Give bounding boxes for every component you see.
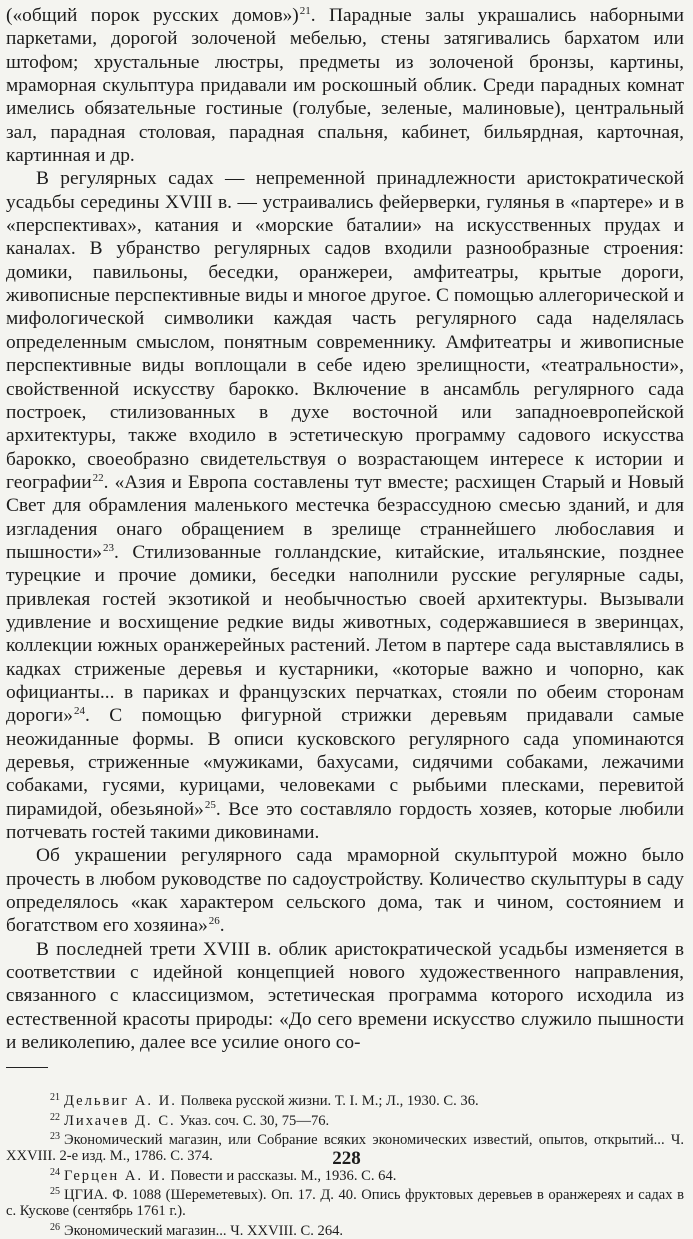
paragraph-text: («общий порок русских домов») [6, 5, 299, 26]
footnote-reference: 23 [103, 541, 115, 554]
paragraph-text: . Все это составляло гордость хозяев, которые любили потчевать гостей такими диковинами. [6, 798, 685, 844]
page-number: 228 [332, 1148, 361, 1169]
paragraph [6, 4, 684, 167]
paragraph-text: . [219, 915, 225, 937]
footnote-text: Повести и рассказы. М., 1936. С. 64. [166, 1167, 397, 1184]
footnote-number: 23 [50, 1131, 60, 1143]
footnote-text: Экономический магазин, или Собрание всяких экономических известий, опытов, открытий... Ч. XXVIII. 2-е изд. М., 1786. С. 374. [6, 1132, 684, 1165]
footnote-text: ЦГИА. Ф. 1088 (Шереметевых). Оп. 17. Д. 40. Опись фруктовых деревьев в оранжереях и садах в с. Кускове (сентябрь 1761 г.). [6, 1186, 684, 1220]
main-text [6, 0, 684, 1054]
paragraph-text: В последней трети XVIII в. облик аристократической усадьбы изменяется в соответствии с идейной концепцией нового художественного направления, связанного с классицизмом, эстетическая программа которого исходила из естественной красоты природы: «До сего времени искусство служило пышности и великолепию, далее все усилие оного со- [6, 938, 684, 1054]
paragraph-text: . Стилизованные голландские, китайские, итальянские, позднее турецкие и прочие домики, беседки наполнили русские регулярные сады, привлекая гостей экзотикой и необычностью своей архитектуры. Вызывали удивление и восхищение редкие виды животных, содержавшиеся в зверинцах, коллекции южных оранжерейных растений. Летом в партере сада выставлялись в кадках стриженые деревья и кустарники, «которые важно и чопорно, как официанты... в париках и французских перчатках, стояли по обеим сторонам дороги» [6, 541, 684, 727]
footnote [6, 1110, 684, 1129]
paragraph [6, 844, 684, 937]
paragraph-text: . С помощью фигурной стрижки деревьям придавали самые неожиданные формы. В описи кусковского регулярного сада упоминаются деревья, стриженные «мужиками, бахусами, сидячими собаками, лежачими собаками, гусями, курицами, человеками с рыбьими плесками, перевитой пирамидой, обезьяной» [6, 705, 684, 820]
footnote-reference: 25 [204, 798, 216, 811]
paragraph [6, 167, 684, 844]
footnote-text: Полвека русской жизни. Т. I. М.; Л., 1930. С. 36. [176, 1093, 479, 1110]
paragraph-text: . «Азия и Европа составлены тут вместе; расхищен Старый и Новый Свет для обрамления маленького местечка безрассудною смесью зданий, и для изгладения онаго обращением в зрелище страннейшего любославия и пышности» [6, 471, 684, 563]
footnote-number: 25 [50, 1185, 60, 1197]
footnote-number: 26 [50, 1221, 60, 1233]
footnote-text: Указ. соч. С. 30, 75—76. [175, 1112, 330, 1129]
footnote-reference: 21 [299, 5, 311, 17]
paragraph-text: . Парадные залы украшались наборными паркетами, дорогой золоченой мебелью, стены затягивались бархатом или штофом; хрустальные люстры, предметы из золоченой бронзы, картины, мраморная скульптура придавали им роскошный облик. Среди парадных комнат имелись обязательные гостиные (голубые, зеленые, малиновые), центральный зал, парадная столовая, парадная спальня, кабинет, бильярдная, карточная, картинная и др. [6, 5, 684, 167]
footnote-author: Герцен А. И. [64, 1167, 167, 1184]
footnote-separator [6, 1067, 48, 1068]
footnote-number: 24 [50, 1166, 60, 1178]
footnote [6, 1184, 684, 1220]
footnote-number: 21 [50, 1092, 60, 1104]
footnote [6, 1220, 684, 1239]
footnote [6, 1090, 684, 1109]
footnote-reference: 24 [73, 705, 85, 718]
paragraph-text: В регулярных садах — непременной принадлежности аристократической усадьбы середины XVIII в. — устраивались фейерверки, гулянья в «партере» и в «перспективах», катания и «морские баталии» на искусственных прудах и каналах. В убранство регулярных садов входили разнообразные строения: домики, павильоны, беседки, оранжереи, амфитеатры, крытые дороги, живописные перспективные виды и многое другое. С помощью аллегорической и мифологической символики каждая часть регулярного сада наделялась определенным смыслом, понятным современнику. Амфитеатры и живописные перспективные виды воплощали в себе идею зрелищности, «театральности», свойственной искусству барокко. Включение в ансамбль регулярного сада построек, стилизованных в духе восточной или западноевропейской архитектуры, также входило в эстетическую программу садового искусства барокко, своеобразно свидетельствуя о возрастающем интересе к истории и географии [6, 168, 684, 493]
footnote-reference: 22 [92, 471, 104, 484]
paragraph [6, 938, 684, 1055]
footnote-author: Дельвиг А. И. [64, 1093, 177, 1110]
footnote-author: Лихачев Д. С. [64, 1112, 176, 1129]
footnote-number: 22 [50, 1111, 60, 1123]
footnote-reference: 26 [208, 915, 220, 928]
footnote-text: Экономический магазин... Ч. XXVIII. С. 264. [64, 1222, 344, 1239]
paragraph-text: Об украшении регулярного сада мраморной скульптурой можно было прочесть в любом руководстве по садоустройству. Количество скульптуры в саду определялось «как характером сельского дома, так и чином, состоянием и богатством его хозяина» [6, 845, 684, 937]
